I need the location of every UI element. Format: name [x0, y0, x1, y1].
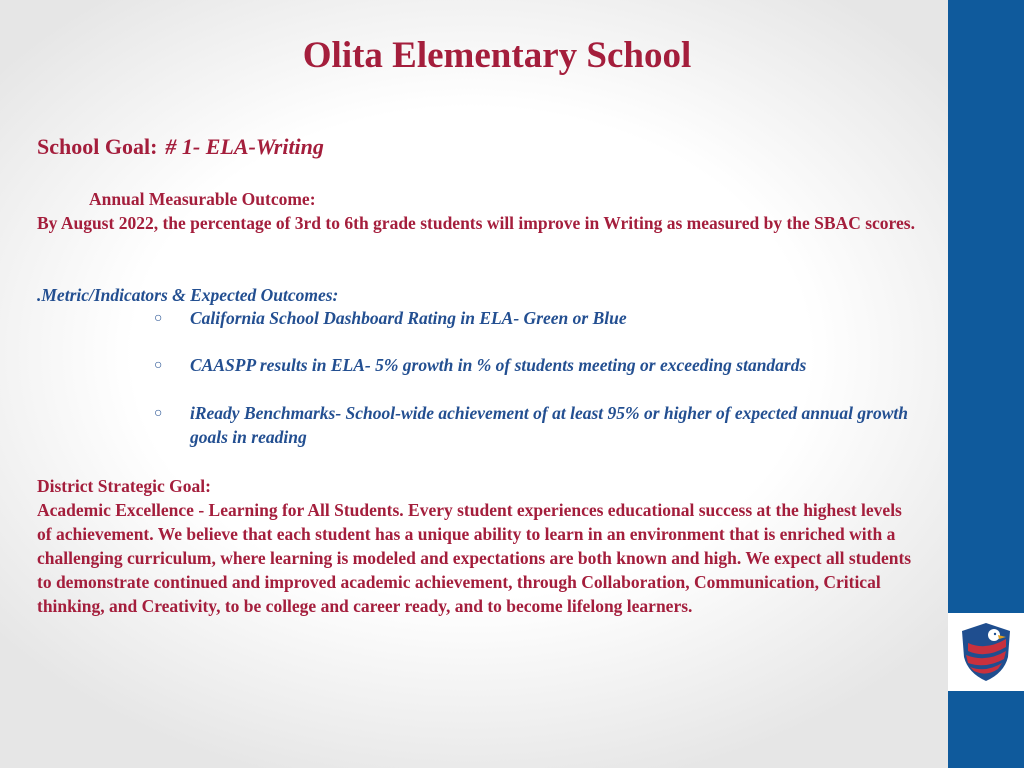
metrics-heading: .Metric/Indicators & Expected Outcomes: [37, 285, 339, 305]
bullet-marker: ○ [154, 311, 163, 326]
district-goal-heading: District Strategic Goal: [37, 476, 211, 496]
logo-box [948, 613, 1024, 691]
annual-outcome-text: By August 2022, the percentage of 3rd to 6th grade students will improve in Writing as measured by the SBAC scores. [37, 213, 915, 233]
bullet-marker: ○ [154, 406, 163, 421]
district-goal-text: Academic Excellence - Learning for All Students. Every student experiences educational success at the highest levels of achievement. We believe that each student has a unique ability to learn in an environment that is enriched with a challenging curriculum, where learning is modeled and expectations are both known and high. We expect all students to demonstrate continued and improved academic achievement, through Collaboration, Communication, Critical thinking, and Creativity, to be college and career ready, and to become lifelong learners. [37, 500, 912, 616]
page-title: Olita Elementary School [302, 35, 692, 76]
metric-item: CAASPP results in ELA- 5% growth in % of students meeting or exceeding standards [190, 355, 807, 375]
school-goal-label: School Goal: [37, 134, 158, 159]
school-goal [37, 134, 324, 160]
annual-outcome-label: Annual Measurable Outcome: [89, 189, 316, 209]
school-goal-value: # 1- ELA-Writing [165, 134, 324, 159]
metric-item: iReady Benchmarks- School-wide achievement of at least 95% or higher of expected annual growth goals in reading [190, 403, 908, 447]
metric-item: California School Dashboard Rating in ELA- Green or Blue [190, 308, 627, 328]
eagle-shield-logo-icon [958, 621, 1014, 683]
bullet-marker: ○ [154, 358, 163, 373]
